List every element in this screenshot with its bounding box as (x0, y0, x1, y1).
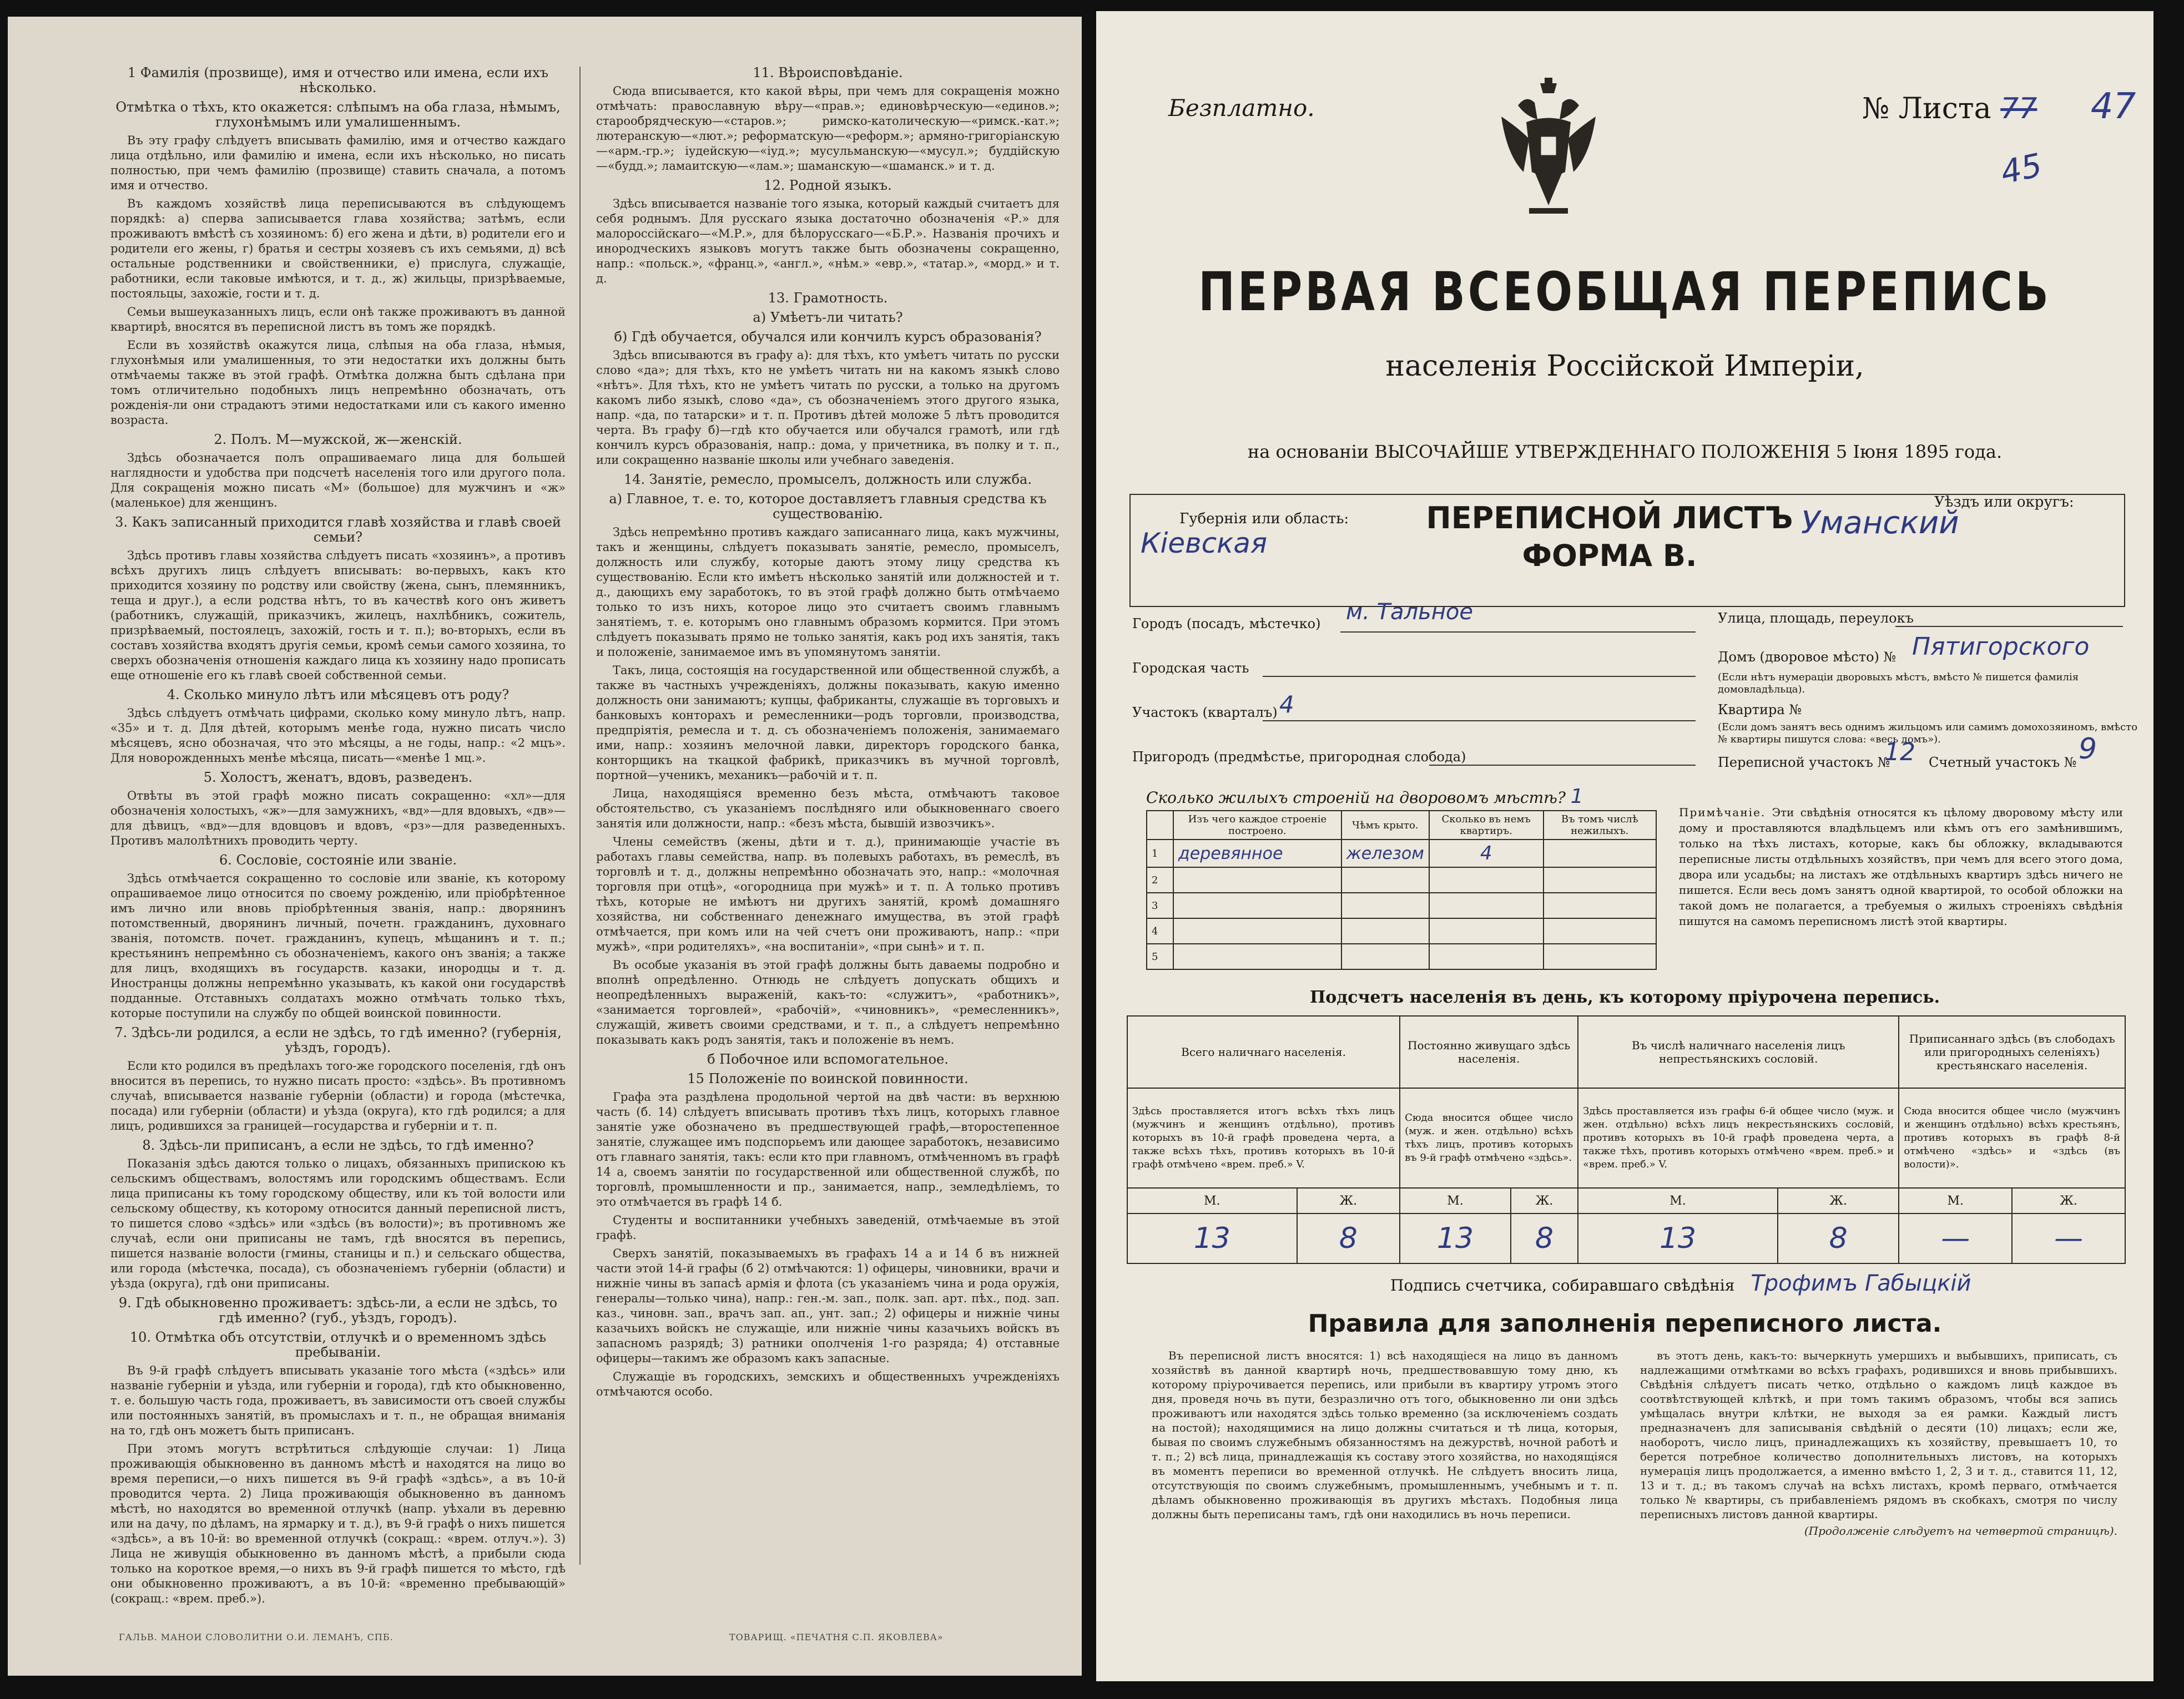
column-description: Здѣсь проставляется изъ графы 6-й общее число (муж. и жен. отдѣльно) всѣхъ лицъ некрестьянскихъ сословій, противъ которыхъ въ 10-й графѣ проведена черта, а также тѣхъ, противъ которыхъ отмѣчено «врем. преб.» и «врем. преб.» V. (1578, 1088, 1899, 1188)
count-precinct-value: 9 (2079, 732, 2097, 766)
column-divider (579, 67, 581, 1565)
house-note: (Если нѣтъ нумераціи дворовыхъ мѣстъ, вмѣсто № пишется фамилія домовладѣльца). (1718, 671, 2079, 695)
rule-text: Показанія здѣсь даются только о лицахъ, обязанныхъ припискою къ сельскимъ обществамъ, волостямъ или городскимъ обществамъ. Если лица приписаны къ тому городскому обществу, или къ той волости или сельскому обществу, къ которому относится данный переписной листъ, то пишется слово «здѣсь» или «здѣсь (въ волости)»; въ противномъ же случаѣ, если они приписаны не тамъ, гдѣ вносятся въ перепись, пишется названіе волости (гмины, станицы и п.) и сельскаго общества, или города (мѣстечка, посада), съ обозначеніемъ губерніи (области) и уѣзда (округа), гдѣ они приписаны. (110, 1157, 566, 1290)
census-title: ПЕРВАЯ ВСЕОБЩАЯ ПЕРЕПИСЬ (1198, 261, 2051, 323)
table-header-cell: Въ томъ числѣ нежилыхъ. (1544, 811, 1657, 840)
column-description: Здѣсь проставляется итогъ всѣхъ тѣхъ лицъ (мужчинъ и женщинъ отдѣльно), противъ которыхъ въ 10-й графѣ проведена черта, а также всѣхъ тѣхъ, противъ которыхъ въ 10-й графѣ отмѣчено «врем. преб.» V. (1127, 1088, 1400, 1188)
rule-heading-2: 2. Полъ. М—мужской, ж—женскій. (214, 432, 462, 447)
buildings-question (1146, 785, 1583, 808)
table-header-cell (1147, 811, 1173, 840)
row-number: 3 (1147, 893, 1173, 918)
rule-text: Здѣсь непремѣнно противъ каждаго записаннаго лица, какъ мужчины, такъ и женщины, слѣдуетъ показывать занятіе, ремесло, промыселъ, должность или службу, которые даютъ этому лицу средства къ существованію. Если кто имѣетъ нѣсколько занятій или должностей и т. д., дающихъ ему заработокъ, то въ этой графѣ должно быть отмѣчаемо только то изъ нихъ, которое лицо это считаетъ своимъ главнымъ занятіемъ, т. е. которымъ оно главнымъ образомъ кормится. При этомъ слѣдуетъ показывать прямо не только занятія, какъ род ихъ занятія, такъ и положеніе, занимаемое имъ въ упомянутомъ занятіи. (596, 525, 1060, 659)
city-part-label: Городская часть (1132, 660, 1249, 676)
female-header: Ж. (1778, 1188, 1899, 1213)
sheet-number-label: № Листа (1862, 92, 1991, 125)
apartments-cell: 4 (1429, 840, 1544, 867)
town-value: м. Тальное (1346, 599, 1473, 625)
rule-heading-3: 3. Какъ записанный приходится главѣ хозяйства и главѣ своей семьи? (115, 514, 561, 545)
printer-imprint-right: ТОВАРИЩ. «ПЕЧАТНЯ С.П. ЯКОВЛЕВА» (729, 1632, 944, 1642)
rule-heading-4: 4. Сколько минуло лѣтъ или мѣсяцевъ отъ роду? (167, 687, 510, 702)
underline (1895, 626, 2123, 627)
male-header: М. (1127, 1188, 1297, 1213)
table-row (1147, 840, 1656, 867)
rule-heading-14: 14. Занятіе, ремесло, промыселъ, должность или служба. (624, 472, 1032, 487)
sheet-number (1862, 86, 2136, 127)
count-value: 13 (1400, 1213, 1511, 1263)
rules-title: Правила для заполненія переписного листа. (1308, 1309, 1942, 1338)
rule-heading-14b: б Побочное или вспомогательное. (707, 1051, 949, 1067)
rule-text: Здѣсь отмѣчается сокращенно то сословіе или званіе, къ которому опрашиваемое лицо относится по своему рожденію, или пріобрѣтенное имъ лично или вновь пріобрѣтенныя званія, напр.: дворянинъ потомственный, дворянинъ личный, почетн. гражданинъ, духовнаго званія, потомств. почет. гражданинъ, купецъ, мѣщанинъ и т. п.; крестьянинъ непремѣнно съ обозначеніемъ, какого онъ званія; а также для лицъ, входящихъ въ государств. казаки, инородцы и т. д. Иностранцы должны непремѣнно указывать, къ какой они государствѣ подданные. Отставныхъ солдатахъ можно отмѣчать только тѣхъ, которые поступили на службу по общей воинской повинности. (110, 872, 566, 1020)
count-value: 8 (1511, 1213, 1578, 1263)
table-row (1147, 867, 1656, 893)
census-subtitle: населенія Россійской Имперіи, (1385, 350, 1864, 383)
rule-text: Здѣсь слѣдуетъ отмѣчать цифрами, сколько кому минуло лѣтъ, напр. «35» и т. д. Для дѣтей, которымъ менѣе года, нужно писать число мѣсяцевъ, ясно обозначая, что это мѣсяцы, а не годы, напр.: «2 мцъ». Для новорожденныхъ менѣе мѣсяца, писать—«менѣе 1 мц.». (110, 706, 566, 765)
rule-heading-11: 11. Вѣроисповѣданіе. (753, 65, 903, 80)
sheet-number-struck: 77 (2000, 92, 2037, 125)
rule-heading-12: 12. Родной языкъ. (764, 178, 892, 193)
row-number: 5 (1147, 944, 1173, 969)
rule-heading-5: 5. Холостъ, женатъ, вдовъ, разведенъ. (203, 770, 473, 785)
count-value: 13 (1127, 1213, 1297, 1263)
material-cell (1173, 918, 1341, 944)
population-count-table (1127, 1015, 2126, 1264)
rule-heading-10: 10. Отмѣтка объ отсутствіи, отлучкѣ и о временномъ здѣсь пребываніи. (129, 1329, 547, 1360)
rule-text: Служащіе въ городскихъ, земскихъ и общественныхъ учрежденіяхъ отмѣчаются особо. (596, 1370, 1060, 1398)
population-count-title: Подсчетъ населенія въ день, къ которому пріурочена перепись. (1309, 988, 1940, 1007)
instructions-column-1 (110, 61, 566, 1610)
buildings-table (1146, 810, 1657, 970)
count-value: 8 (1297, 1213, 1400, 1263)
rule-text: Въ особые указанія въ этой графѣ должны быть даваемы подробно и вполнѣ опредѣленно. Отнюдь не слѣдуетъ допускать общихъ и неопредѣленныхъ выраженій, какъ-то: «служитъ», «работникъ», «занимается торговлей», «рабочій», «чиновникъ», «ремесленникъ», служащій, живетъ своими средствами, и т. п., а слѣдуетъ непремѣнно показывать какъ родъ занятія, такъ и положеніе въ немъ. (596, 958, 1060, 1046)
printer-imprint-left: ГАЛЬВ. МАНОИ СЛОВОЛИТНИ О.И. ЛЕМАНЪ, СПБ. (119, 1632, 394, 1642)
rule-text: При этомъ могутъ встрѣтиться слѣдующіе случаи: 1) Лица проживающія обыкновенно въ данномъ мѣстѣ и находятся на лицо во время переписи,—о нихъ пишется въ 9-й графѣ «здѣсь», а въ 10-й проводится черта. 2) Лица проживающія обыкновенно въ данномъ мѣстѣ, но находятся во временной отлучкѣ (напр. уѣхали въ деревню или на дачу, по дѣламъ, на ярмарку и т. д.), въ 9-й графѣ о нихъ пишется «здѣсь», а въ 10-й: во временной отлучкѣ (сокращ.: «врем. отлуч.»). 3) Лица не живущія обыкновенно въ данномъ мѣстѣ, а прибыли сюда только на короткое время,—о нихъ въ 9-й графѣ пишется то мѣсто, гдѣ они обыкновенно проживаютъ, а въ 10-й: «временно пребывающій» (сокращ.: «врем. преб.»). (110, 1442, 566, 1605)
count-value: 13 (1578, 1213, 1778, 1263)
row-number: 1 (1147, 840, 1173, 867)
empty-cell (1544, 944, 1657, 969)
table-header-row (1147, 811, 1656, 840)
rule-heading-7: 7. Здѣсь-ли родился, а если не здѣсь, то гдѣ именно? (губернія, уѣздъ, городъ). (114, 1025, 562, 1055)
province-label: Губернія или область: (1179, 510, 1349, 527)
form-title (1401, 499, 1818, 575)
rule-text: Сверхъ занятій, показываемыхъ въ графахъ 14 а и 14 б въ нижней части этой 14-й графы (б 2) отмѣчаются: 1) офицеры, чиновники, врачи и нижніе чины въ запасѣ армія и флота (съ указаніемъ чина и рода оружія, генералы—только чина), напр.: ген.-м. зап., полк. зап. арт. пѣх., под. зап. каз., чиновн. зап., врачъ зап. ап., унт. зап.; 2) офицеры и нижніе чины казачьихъ войскъ не служащіе, или нижніе чины казачьихъ войскъ въ запасномъ разрядѣ; 3) ратники ополченія 1-го разряда; 4) отставные офицеры—такимъ же образомъ какъ запасные. (596, 1247, 1060, 1365)
table-header-cell: Чѣмъ крыто. (1341, 811, 1429, 840)
underline (1263, 676, 1696, 677)
signature-label: Подпись счетчика, собиравшаго свѣдѣнія (1390, 1276, 1735, 1295)
table-header-cell: Въ числѣ наличнаго населенія лицъ непрестьянскихъ сословій. (1578, 1016, 1899, 1088)
rule-heading-13b: б) Гдѣ обучается, обучался или кончилъ курсъ образованія? (614, 329, 1042, 345)
table-header-cell: Всего наличнаго населенія. (1127, 1016, 1400, 1088)
precinct-value: 4 (1279, 691, 1294, 718)
rule-text: Графа эта раздѣлена продольной чертой на двѣ части: въ верхнюю часть (б. 14) слѣдуетъ вписывать противъ тѣхъ лицъ, которыхъ главное занятіе уже обозначено въ предшествующей графѣ,—второстепенное занятіе, служащее имъ подспорьемъ или дающее заработокъ, независимо отъ главнаго занятія, такъ: если кто при главномъ, отмѣченномъ въ графѣ 14 а, своемъ занятіи по государственной или общественной службѣ, по торговлѣ, промышленности и пр., занимается, напр., земледѣліемъ, то это отмѣчается въ графѣ 14 б. (596, 1090, 1060, 1208)
buildings-answer: 1 (1570, 785, 1583, 808)
census-form-page (1096, 11, 2153, 1681)
apartments-cell (1429, 918, 1544, 944)
count-value: 8 (1778, 1213, 1899, 1263)
street-label: Улица, площадь, переулокъ (1718, 610, 1914, 626)
rule-heading-8: 8. Здѣсь-ли приписанъ, а если не здѣсь, то гдѣ именно? (142, 1137, 534, 1153)
rules-continuation: (Продолженіе слѣдуетъ на четвертой страницѣ). (1804, 1524, 2117, 1538)
column-description: Сюда вносится общее число (мужчинъ и женщинъ отдѣльно) всѣхъ крестьянъ, противъ которыхъ въ графѣ 8-й отмѣчено «здѣсь» и «здѣсь (въ волости)». (1899, 1088, 2125, 1188)
table-header-cell: Приписаннаго здѣсь (въ слободахъ или пригородныхъ селеніяхъ) крестьянскаго населенія. (1899, 1016, 2125, 1088)
rule-text: Въ каждомъ хозяйствѣ лица переписываются въ слѣдующемъ порядкѣ: а) сперва записывается глава хозяйства; затѣмъ, если проживаютъ вмѣстѣ съ хозяиномъ: б) его жена и дѣти, в) родители его и родители его жены, г) братья и сестры хозяевъ съ ихъ семьями, д) всѣ остальные родственники и свойственники, е) прислуга, служащіе, работники, если таковые имѣются, и т. д., ж) жильцы, призрѣваемые, постояльцы, захожіе, гости и т. д. (110, 197, 566, 300)
rule-text: въ этотъ день, какъ-то: вычеркнуть умершихъ и выбывшихъ, приписать, съ надлежащими отмѣтками во всѣхъ графахъ, родившихся и вновь прибывшихъ. Свѣдѣнія слѣдуетъ писать четко, отдѣльно о каждомъ лицѣ каждое въ соотвѣтствующей клѣткѣ, и при томъ такимъ образомъ, чтобы вся запись умѣщалась внутри клѣтки, не выходя за ея рамки. Каждый листъ предназначенъ для записыванія свѣдѣній о десяти (10) лицахъ; если же, наоборотъ, число лицъ, принадлежащихъ къ хозяйству, превышаетъ 10, то берется потребное количество дополнительныхъ листовъ, на которыхъ нумерація лицъ продолжается, а именно вмѣсто 1, 2, 3 и т. д., ставится 11, 12, 13 и т. д.; въ такомъ случаѣ на всѣхъ листахъ, кромѣ перваго, отмѣчается только № квартиры, съ прибавленіемъ рядомъ въ скобкахъ, смотря по числу переписныхъ листовъ данной квартиры. (1640, 1349, 2117, 1521)
rule-heading-13a: а) Умѣетъ-ли читать? (753, 310, 903, 325)
rule-text: Сюда вписывается, кто какой вѣры, при чемъ для сокращенія можно отмѣчать: православную вѣру—«прав.»; единовѣрческую—«единов.»; старообрядческую—«старов.»; римско-католическую—«римск.-кат.»; лютеранскую—«лют.»; реформатскую—«реформ.»; армяно-григоріанскую—«арм.-гр.»; іудейскую—«іуд.»; мусульманскую—«мусул.»; буддійскую—«будд.»; ламаитскую—«лам.»; шаманскую—«шаманск.» и т. д. (596, 84, 1060, 173)
district-value: Уманский (1801, 505, 1959, 541)
table-header-cell: Постоянно живущаго здѣсь населенія. (1400, 1016, 1578, 1088)
rules-column-2 (1640, 1348, 2117, 1540)
material-cell (1173, 867, 1341, 893)
rule-text: Семьи вышеуказанныхъ лицъ, если онѣ также проживаютъ въ данной квартирѣ, вносятся въ переписной листъ въ томъ же порядкѣ. (110, 305, 566, 333)
roof-cell: железом (1341, 840, 1429, 867)
table-header-cell: Сколько въ немъ квартиръ. (1429, 811, 1544, 840)
count-precinct-label: Счетный участокъ № (1929, 755, 2077, 770)
apartments-cell (1429, 893, 1544, 918)
roof-cell (1341, 867, 1429, 893)
rule-heading-1: 1 Фамилія (прозвище), имя и отчество или имена, если ихъ нѣсколько. (127, 65, 549, 95)
rule-heading-1b: Отмѣтка о тѣхъ, кто окажется: слѣпымъ на оба глаза, нѣмымъ, глухонѣмымъ или умалишеннымъ. (115, 99, 561, 130)
material-cell: деревянное (1173, 840, 1341, 867)
instructions-column-2 (596, 61, 1060, 1403)
count-value: — (1899, 1213, 2012, 1263)
form-title-line-2: ФОРМА В. (1522, 538, 1697, 573)
note-title: Примѣчаніе. (1679, 806, 1766, 819)
male-header: М. (1400, 1188, 1511, 1213)
rule-text: Если въ хозяйствѣ окажутся лица, слѣпыя на оба глаза, нѣмыя, глухонѣмыя или умалишенныя, то эти недостатки ихъ должны быть отмѣчаемы также въ этой графѣ. Отмѣтка должна быть сдѣлана при томъ отличительно подобныхъ лицъ непремѣнно обозначать, отъ рожденія-ли они страдаютъ этими недостатками или съ какого именно возраста. (110, 338, 566, 427)
sheet-number-handwritten: 47 (2090, 86, 2136, 127)
rule-text: Лица, находящіяся временно безъ мѣста, отмѣчаютъ таковое обстоятельство, съ указаніемъ послѣдняго или обыкновеннаго своего занятія или должности, напр.: «безъ мѣста, бывшій извозчикъ». (596, 787, 1060, 830)
rule-text: Здѣсь вписываются въ графу а): для тѣхъ, кто умѣетъ читать по русски слово «да»; для тѣхъ, кто не умѣетъ читать ни на какомъ языкѣ слово «нѣтъ». Для тѣхъ, кто не умѣетъ читать по русски, а только на другомъ какомъ либо языкѣ, слово «да», съ обозначеніемъ этого другого языка, напр. «да, по татарски» и т. п. Противъ дѣтей моложе 5 лѣтъ проводится черта. Въ графу б)—гдѣ кто обучается или обучался грамотѣ, или гдѣ кончилъ курсъ образованія, напр.: дома, у причетника, въ полку и т. п., или сокращенно названіе школы или учебнаго заведенія. (596, 348, 1060, 467)
province-value: Кіевская (1141, 527, 1268, 559)
table-row (1127, 1188, 2125, 1213)
empty-cell (1544, 840, 1657, 867)
empty-cell (1544, 918, 1657, 944)
female-header: Ж. (1297, 1188, 1400, 1213)
table-row (1147, 944, 1656, 969)
apartment-note: (Если домъ занятъ весь однимъ жильцомъ или самимъ домохозяиномъ, вмѣсто № квартиры пишутся слова: «весь домъ»). (1718, 721, 2138, 745)
house-label: Домъ (дворовое мѣсто) № (1718, 649, 1897, 665)
rule-text: Въ переписной листъ вносятся: 1) всѣ находящіеся на лицо въ данномъ хозяйствѣ въ данной квартирѣ ночь, предшествовавшую тому дню, къ которому пріурочивается перепись, или прибыли въ квартиру утромъ этого дня, проведя ночь въ пути, безразлично отъ того, обыкновенно ли они здѣсь проживаютъ или находятся здѣсь только временно (за исключеніемъ создать на постой); находящимися на лицо должны считаться и тѣ лица, которыя, бывая по своимъ служебнымъ обязанностямъ на дежурствѣ, ночной работѣ и т. п.; 2) всѣ лица, принадлежащія къ составу этого хозяйства, но находящіяся въ моментъ переписи во временной отлучкѣ. Не слѣдуетъ вносить лица, отсутствующія по своимъ служебнымъ, промышленнымъ, учебнымъ и т. п. дѣламъ обыкновенно проживающія въ другихъ мѣстахъ. Подобныя лица должны быть переписаны тамъ, гдѣ они находились въ ночь переписи. (1152, 1349, 1618, 1521)
table-row (1127, 1088, 2125, 1188)
rule-text: Въ эту графу слѣдуетъ вписывать фамилію, имя и отчество каждаго лица отдѣльно, или фамилію и имена, если ихъ нѣсколько, но писать полностью, при чемъ фамилію (прозвище) ставить сначала, а потомъ имя и отчество. (110, 134, 566, 192)
underline (1263, 720, 1696, 721)
apartments-cell (1429, 944, 1544, 969)
rule-heading-14a: а) Главное, т. е. то, которое доставляетъ главныя средства къ существованію. (609, 491, 1047, 522)
census-legal-basis: на основаніи ВЫСОЧАЙШЕ УТВЕРЖДЕННАГО ПОЛОЖЕНІЯ 5 Іюня 1895 года. (1247, 441, 2003, 462)
rule-text: Если кто родился въ предѣлахъ того-же городского поселенія, гдѣ онъ вносится въ перепись, то нужно писать просто: «здѣсь». Въ противномъ случаѣ, вписывается названіе губерніи (области) и города (мѣстечка, посада) или губерніи (области) и уѣзда (округа), кто гдѣ родился; а для лицъ, родившихся за границей—государства и губерніи и т. п. (110, 1059, 566, 1132)
roof-cell (1341, 893, 1429, 918)
rule-text: Студенты и воспитанники учебныхъ заведеній, отмѣчаемые въ этой графѣ. (596, 1213, 1060, 1242)
census-precinct-label: Переписной участокъ № (1718, 755, 1890, 770)
precinct-label: Участокъ (кварталъ) (1132, 705, 1278, 720)
male-header: М. (1578, 1188, 1778, 1213)
empty-cell (1544, 867, 1657, 893)
rule-text: Такъ, лица, состоящія на государственной или общественной службѣ, а также въ частныхъ учрежденіяхъ, должны показывать, какую именно должность они занимаютъ; купцы, фабриканты, служащіе въ торговыхъ и банковыхъ конторахъ и ремесленники—родъ торговли, производства, предпріятія, ремесла и т. д. съ обозначеніемъ положенія, занимаемаго ими, напр.: хозяинъ мелочной лавки, директоръ городского банка, конторщикъ на ткацкой фабрикѣ, приказчикъ въ мучной торговлѣ, портной—ученикъ, механикъ—рабочій и т. п. (596, 664, 1060, 782)
count-value: — (2012, 1213, 2125, 1263)
row-number: 4 (1147, 918, 1173, 944)
apartments-cell (1429, 867, 1544, 893)
underline (1429, 765, 1696, 766)
table-row (1147, 893, 1656, 918)
female-header: Ж. (1511, 1188, 1578, 1213)
rule-heading-15: 15 Положеніе по воинской повинности. (687, 1071, 969, 1086)
rules-column-1 (1152, 1348, 1618, 1524)
buildings-question-text: Сколько жилыхъ строеній на дворовомъ мѣстѣ? (1146, 788, 1566, 807)
signature-value: Трофимъ Габыцкій (1751, 1271, 1971, 1296)
census-precinct-value: 12 (1884, 738, 1915, 766)
rule-text: Члены семействъ (жены, дѣти и т. д.), принимающіе участіе въ работахъ главы семейства, напр. въ полевыхъ работахъ, въ ремеслѣ, въ торговлѣ и т. д., должны непремѣнно обозначать это, напр.: «молочная торговля при отцѣ», «огородница при мужѣ» и т. п. А только противъ тѣхъ, которые не имѣютъ ни другихъ занятій, кромѣ домашняго хозяйства, ни собственнаго денежнаго имущества, въ этой графѣ отмѣчается, при комъ или на чей счетъ они проживаютъ, напр.: «при мужѣ», «при родителяхъ», «на воспитаніи», «при сынѣ» и т. п. (596, 835, 1060, 953)
enumerator-signature (1390, 1271, 1971, 1296)
double-headed-eagle-emblem-icon (1496, 78, 1601, 222)
column-description: Сюда вносится общее число (муж. и жен. отдѣльно) всѣхъ тѣхъ лицъ, противъ которыхъ въ 9-й графѣ отмѣчено «здѣсь». (1400, 1088, 1578, 1188)
table-row (1127, 1213, 2125, 1263)
empty-cell (1544, 893, 1657, 918)
rule-heading-6: 6. Сословіе, состояніе или званіе. (219, 852, 457, 868)
form-title-line-1: ПЕРЕПИСНОЙ ЛИСТЪ (1426, 500, 1793, 535)
apartment-label: Квартира № (1718, 702, 1802, 717)
rule-text: Здѣсь противъ главы хозяйства слѣдуетъ писать «хозяинъ», а противъ всѣхъ другихъ лицъ слѣдуетъ вписывать: во-первыхъ, какъ кто приходится хозяину по родству или свойству (жена, сынъ, племянникъ, теща и друг.), а если родства нѣтъ, то въ качествѣ кого онъ живетъ (работникъ, служащій, приказчикъ, жилецъ, нахлѣбникъ, сожитель, призрѣваемый, постоялецъ, захожій, гость и т. п.); во-вторыхъ, если въ составъ хозяйства входятъ другія семьи, кромѣ семьи самого хозяина, то сверхъ обозначенія отношенія каждаго лица къ хозяину надо прописать еще отношеніе его къ главѣ своей собственной семьи. (110, 549, 566, 682)
rule-text: Здѣсь вписывается названіе того языка, который каждый считаетъ для себя роднымъ. Для русскаго языка достаточно обозначенія «Р.» для малороссійскаго—«М.Р.», для бѣлорусскаго—«Б.Р.». Названія прочихъ и инородческихъ языковъ могутъ также быть обозначены сокращенно, напр.: «польск.», «франц.», «англ.», «нѣм.» «евр.», «татар.», «морд.» и т. д. (596, 197, 1060, 285)
material-cell (1173, 893, 1341, 918)
instructions-page (8, 17, 1082, 1676)
row-number: 2 (1147, 867, 1173, 893)
female-header: Ж. (2012, 1188, 2125, 1213)
district-label: Уѣздъ или округъ: (1934, 494, 2074, 510)
house-value: Пятигорского (1912, 633, 2090, 661)
town-label: Городъ (посадъ, мѣстечко) (1132, 616, 1321, 631)
sheet-number-handwritten-2: 45 (1997, 146, 2046, 191)
rule-text: Здѣсь обозначается полъ опрашиваемаго лица для большей наглядности и удобства при подсчетѣ населенія того или другого пола. Для сокращенія можно писать «М» (большое) для мужчинъ и «ж» (маленькое) для женщинъ. (110, 451, 566, 509)
note-text: Эти свѣдѣнія относятся къ цѣлому дворовому мѣсту или дому и проставляются владѣльцемъ или кѣмъ отъ его замѣнившимъ, только на тѣхъ листахъ, которые, какъ бы обложку, вкладываются переписные листы отдѣльныхъ хозяйствъ, при чемъ для всего этого дома, двора или усадьбы; на листахъ же отдѣльныхъ квартиръ здѣсь ничего не пишется. Если весь домъ занятъ одной квартирой, то особой обложки на такой домъ не полагается, а требуемыя о жилыхъ строеніяхъ свѣдѣнія пишутся на самомъ переписномъ листѣ этой квартиры. (1679, 806, 2124, 928)
roof-cell (1341, 918, 1429, 944)
rule-heading-13: 13. Грамотность. (768, 290, 888, 306)
suburb-label: Пригородъ (предмѣстье, пригородная слобода) (1132, 749, 1466, 765)
male-header: М. (1899, 1188, 2012, 1213)
rule-text: Отвѣты въ этой графѣ можно писать сокращенно: «хл»—для обозначенія холостыхъ, «ж»—для замужнихъ, «вд»—для вдовыхъ, «дв»—для дѣвицъ, «вд»—для вдовцовъ и вдовъ, «рз»—для разведенныхъ. Противъ малолѣтнихъ проводить черту. (110, 789, 566, 847)
roof-cell (1341, 944, 1429, 969)
material-cell (1173, 944, 1341, 969)
table-row (1147, 918, 1656, 944)
rule-text: Въ 9-й графѣ слѣдуетъ вписывать указаніе того мѣста («здѣсь» или названіе губерніи и уѣзда, или губерніи и города), гдѣ кто обыкновенно, т. е. большую часть года, проживаетъ, въ зависимости отъ своей службы или постоянныхъ занятій, въ промыслахъ и т. п., не обращая вниманія на то, гдѣ онъ можетъ быть приписанъ. (110, 1364, 566, 1437)
table-header-row (1127, 1016, 2125, 1088)
underline (1340, 631, 1696, 633)
buildings-note (1679, 805, 2123, 929)
free-label: Безплатно. (1168, 94, 1315, 122)
table-header-cell: Изъ чего каждое строеніе построено. (1173, 811, 1341, 840)
rule-heading-9: 9. Гдѣ обыкновенно проживаетъ: здѣсь-ли, а если не здѣсь, то гдѣ именно? (губ., уѣздъ, городъ). (118, 1295, 558, 1326)
